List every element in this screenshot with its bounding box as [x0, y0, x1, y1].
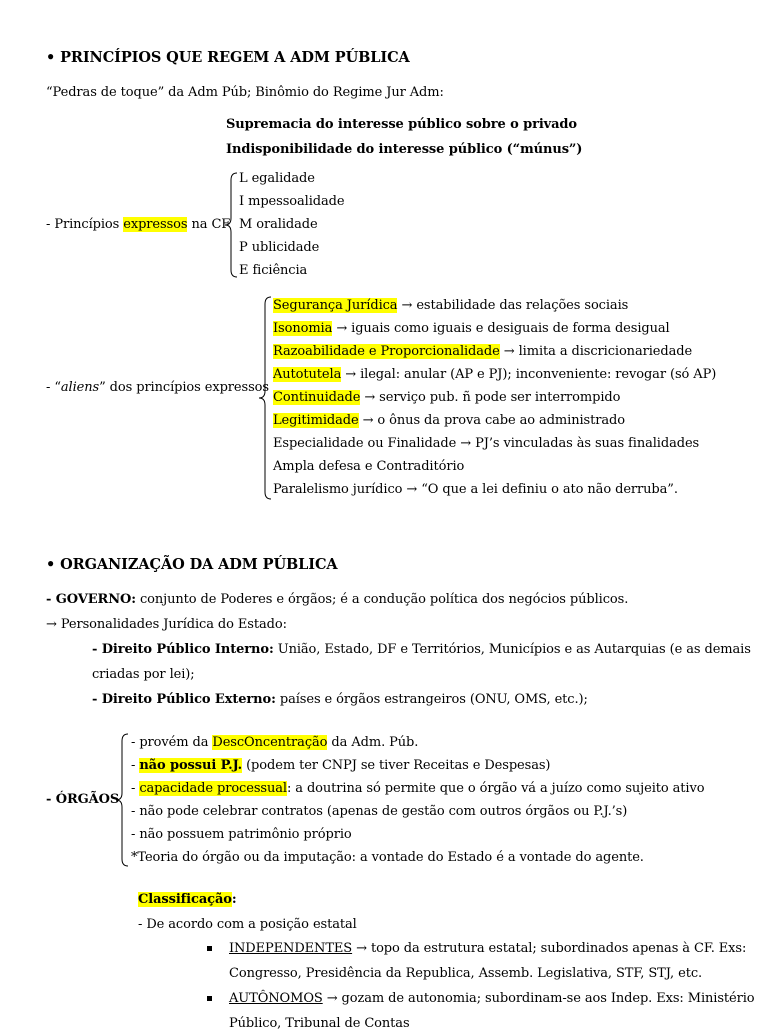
section-heading-organizacao: • ORGANIZAÇÃO DA ADM PÚBLICA: [46, 556, 338, 573]
externo-line: - Direito Público Externo: países e órgãos estrangeiros (ONU, OMS, etc.);: [92, 692, 588, 707]
intro-line: “Pedras de toque” da Adm Púb; Binômio do Regime Jur Adm:: [46, 85, 444, 100]
expressos-item: L egalidade: [239, 171, 315, 186]
posicao-line: - De acordo com a posição estatal: [138, 917, 357, 932]
left-brace-icon: [224, 172, 238, 278]
aliens-item: Segurança Jurídica → estabilidade das relações sociais: [273, 298, 629, 313]
aliens-item: Isonomia → iguais como iguais e desiguais de forma desigual: [273, 321, 670, 336]
aliens-item: Especialidade ou Finalidade → PJ’s vinculadas às suas finalidades: [273, 436, 700, 451]
orgaos-label: - ÓRGÃOS: [46, 792, 120, 807]
orgaos-item: - não possuem patrimônio próprio: [131, 827, 352, 842]
aliens-item: Continuidade → serviço pub. ñ pode ser interrompido: [273, 390, 621, 405]
expressos-highlight: expressos: [123, 217, 188, 232]
expressos-item: I mpessoalidade: [239, 194, 345, 209]
personalidades-line: → Personalidades Jurídica do Estado:: [46, 617, 287, 632]
orgaos-item: *Teoria do órgão ou da imputação: a vontade do Estado é a vontade do agente.: [131, 850, 644, 865]
binomio-item-1: Supremacia do interesse público sobre o privado: [226, 117, 577, 132]
aliens-item: Paralelismo jurídico → “O que a lei definiu o ato não derruba”.: [273, 482, 678, 497]
classificacao-heading: Classificação:: [138, 892, 237, 907]
section-heading-principios: • PRINCÍPIOS QUE REGEM A ADM PÚBLICA: [46, 49, 410, 66]
interno-line: - Direito Público Interno: União, Estado, DF e Territórios, Municípios e as Autarquias (e as demais: [92, 642, 751, 657]
expressos-label: - Princípios expressos na CF: [46, 217, 231, 232]
expressos-item: P ublicidade: [239, 240, 320, 255]
square-bullet-icon: [207, 996, 212, 1001]
governo-line: - GOVERNO: conjunto de Poderes e órgãos; é a condução política dos negócios públicos.: [46, 592, 629, 607]
bullet-item-cont: Congresso, Presidência da Republica, Assemb. Legislativa, STF, STJ, etc.: [229, 966, 703, 981]
square-bullet-icon: [207, 946, 212, 951]
expressos-item: M oralidade: [239, 217, 318, 232]
bullet-item-cont: Público, Tribunal de Contas: [229, 1016, 410, 1031]
bullet-item: AUTÔNOMOS → gozam de autonomia; subordinam-se aos Indep. Exs: Ministério: [229, 991, 755, 1006]
aliens-item: Ampla defesa e Contraditório: [273, 459, 465, 474]
aliens-item: Autotutela → ilegal: anular (AP e PJ); inconveniente: revogar (só AP): [273, 367, 717, 382]
aliens-label: - “aliens” dos princípios expressos: [46, 380, 269, 395]
bullet-item: INDEPENDENTES → topo da estrutura estatal; subordinados apenas à CF. Exs:: [229, 941, 747, 956]
interno-line-cont: criadas por lei);: [92, 667, 195, 682]
expressos-item: E ficiência: [239, 263, 308, 278]
aliens-item: Razoabilidade e Proporcionalidade → limita a discricionariedade: [273, 344, 693, 359]
orgaos-item: - não possui P.J. (podem ter CNPJ se tiver Receitas e Despesas): [131, 758, 551, 773]
aliens-item: Legitimidade → o ônus da prova cabe ao administrado: [273, 413, 625, 428]
orgaos-item: - capacidade processual: a doutrina só permite que o órgão vá a juízo como sujeito ativo: [131, 781, 705, 796]
binomio-item-2: Indisponibilidade do interesse público (“múnus”): [226, 142, 583, 157]
left-brace-icon: [258, 296, 272, 500]
orgaos-item: - não pode celebrar contratos (apenas de gestão com outros órgãos ou P.J.’s): [131, 804, 628, 819]
orgaos-item: - provém da DescOncentração da Adm. Púb.: [131, 735, 419, 750]
left-brace-icon: [115, 733, 129, 867]
